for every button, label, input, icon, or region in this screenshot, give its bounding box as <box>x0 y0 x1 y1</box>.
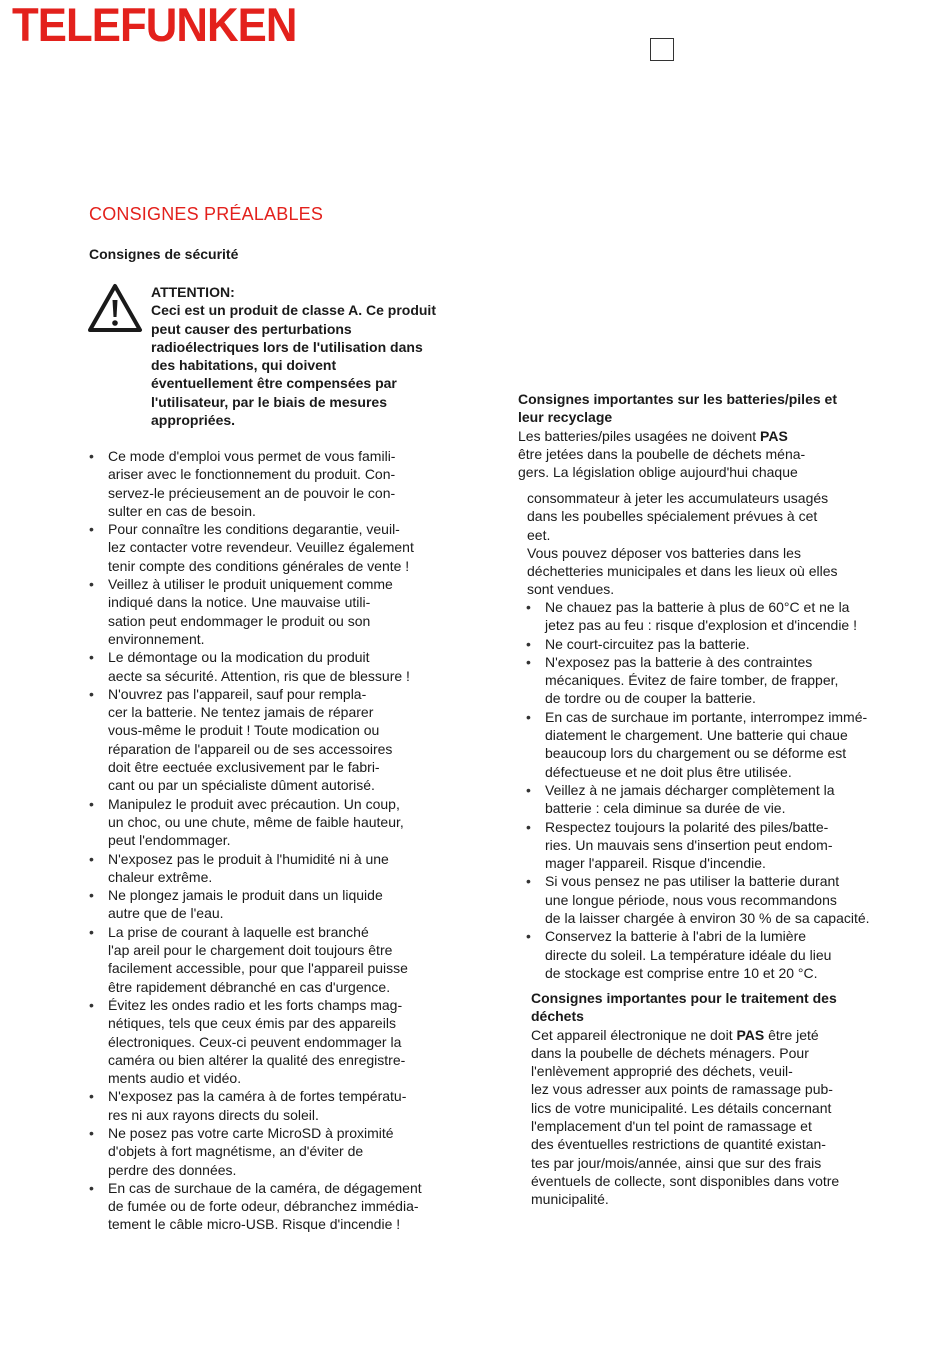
list-item <box>545 598 865 635</box>
emphasis: PAS <box>736 1026 765 1043</box>
list-item <box>108 923 438 996</box>
battery-bullet-list <box>545 598 870 982</box>
list-item <box>108 1124 438 1179</box>
warning-line: radioélectriques lors de l'utilisation dans <box>151 338 423 355</box>
waste-heading: Consignes importantes pour le traitement des <box>531 990 837 1006</box>
line: res ni aux rayons directs du soleil. <box>108 1106 319 1123</box>
list-item <box>108 850 438 887</box>
line: lez vous adresser aux points de ramassage pub- <box>531 1081 833 1098</box>
list-item <box>108 685 438 795</box>
line: de la laisser chargée à environ 30 % de sa capacité. <box>545 910 870 927</box>
line: jetez pas au feu : risque d'explosion et d'incendie ! <box>545 617 857 634</box>
list-item <box>545 781 865 818</box>
line: • Ne court-circuitez pas la batterie. <box>545 635 750 652</box>
line: ments audio et vidéo. <box>108 1070 242 1087</box>
line: tement le câble micro-USB. Risque d'incendie ! <box>108 1216 401 1233</box>
line: Vous pouvez déposer vos batteries dans les <box>527 544 801 561</box>
warning-line: l'utilisateur, par le biais de mesures <box>151 393 387 410</box>
safety-heading: Consignes de sécurité <box>89 246 239 262</box>
line: directe du soleil. La température idéale du lieu <box>545 946 832 963</box>
line: batterie : cela diminue sa durée de vie. <box>545 800 786 817</box>
line: servez-le précieusement an de pouvoir le con- <box>108 484 396 501</box>
line: vous-même le produit ! Toute modication ou <box>108 722 380 739</box>
line: déchetteries municipales et dans les lieux où elles <box>527 563 838 580</box>
list-item <box>545 653 865 708</box>
warning-triangle-icon <box>87 283 143 333</box>
line: tenir compte des conditions générales de vente ! <box>108 557 410 574</box>
line: diatement le chargement. Une batterie qui chaue <box>545 727 848 744</box>
line: • Ne posez pas votre carte MicroSD à proximité <box>108 1124 394 1141</box>
battery-heading: leur recyclage <box>518 409 613 426</box>
line: cer la batterie. Ne tentez jamais de réparer <box>108 704 374 721</box>
line: municipalité. <box>531 1191 609 1208</box>
emphasis: PAS <box>760 427 788 444</box>
warning-text <box>151 283 441 429</box>
list-item <box>108 795 438 850</box>
line: • Ne plongez jamais le produit dans un liquide <box>108 887 383 904</box>
battery-heading: Consignes importantes sur les batteries/piles et <box>518 391 837 407</box>
line: sont vendues. <box>527 581 615 598</box>
line: d'objets à fort magnétisme, an d'éviter de <box>108 1143 364 1160</box>
waste-intro <box>531 1026 839 1044</box>
line: être rapidement débranché en cas d'urgence. <box>108 978 391 995</box>
line: nétiques, tels que ceux émis par des appareils <box>108 1015 396 1032</box>
text: Les batteries/piles usagées ne doivent <box>518 427 761 444</box>
list-item <box>545 927 865 982</box>
section-title: CONSIGNES PRÉALABLES <box>89 204 324 224</box>
line: • Veillez à ne jamais décharger complètement la <box>545 781 835 798</box>
line: • Ce mode d'emploi vous permet de vous famili- <box>108 448 396 464</box>
line: des éventuelles restrictions de quantité existan- <box>531 1136 826 1153</box>
text: Cet appareil électronique ne doit <box>531 1026 737 1043</box>
list-item <box>108 1087 438 1124</box>
telefunken-logo: TELEFUNKEN <box>12 0 297 51</box>
list-item <box>108 447 438 520</box>
line: doit être eectuée exclusivement par le fabri- <box>108 759 380 776</box>
line: l'ap areil pour le chargement doit toujours être <box>108 942 393 959</box>
line: • Le démontage ou la modication du produit <box>108 649 370 666</box>
line: mager l'appareil. Risque d'incendie. <box>545 855 766 872</box>
list-item <box>108 520 438 575</box>
line: cant ou par un spécialiste dûment autorisé. <box>108 777 375 794</box>
line: ries. Un mauvais sens d'insertion peut endom- <box>545 836 833 853</box>
line: aecte sa sécurité. Attention, ris que de blessure ! <box>108 667 410 684</box>
safety-bullet-list <box>108 447 438 1234</box>
line: lez contacter votre revendeur. Veuillez également <box>108 539 414 556</box>
line: peut l'endommager. <box>108 832 231 849</box>
list-item <box>108 575 438 648</box>
line: • N'exposez pas la caméra à de fortes températu- <box>108 1088 407 1105</box>
list-item <box>545 872 870 927</box>
warning-line: des habitations, qui doivent <box>151 357 337 374</box>
warning-line: éventuellement être compensées par <box>151 375 397 392</box>
list-item <box>108 996 438 1087</box>
line: • Si vous pensez ne pas utiliser la batterie durant <box>545 873 840 890</box>
line: ariser avec le fonctionnement du produit. Con- <box>108 466 396 483</box>
line: eet. <box>527 526 551 543</box>
line: • Respectez toujours la polarité des piles/batte- <box>545 818 829 835</box>
line: perdre des données. <box>108 1161 237 1178</box>
line: consommateur à jeter les accumulateurs usagés <box>527 490 829 506</box>
list-item <box>108 648 438 685</box>
waste-section <box>531 989 839 1209</box>
line: sulter en cas de besoin. <box>108 502 256 519</box>
line: sation peut endommager le produit ou son <box>108 612 371 629</box>
line: beaucoup lors du chargement ou se déforme est <box>545 745 847 762</box>
warning-line: appropriées. <box>151 412 236 429</box>
line: facilement accessible, pour que l'appareil puisse <box>108 960 408 977</box>
line: • Évitez les ondes radio et les forts champs mag- <box>108 996 403 1013</box>
line: • N'exposez pas le produit à l'humidité ni à une <box>108 850 389 867</box>
line: indiqué dans la notice. Une mauvaise utili- <box>108 594 371 611</box>
line: l'enlèvement approprié des déchets, veuil- <box>531 1063 793 1080</box>
line: • En cas de surchaue im portante, interrompez immé- <box>545 708 868 725</box>
line: • N'ouvrez pas l'appareil, sauf pour rempla- <box>108 685 367 702</box>
line: éventuels de collecte, sont disponibles dans votre <box>531 1172 840 1189</box>
line: défectueuse et ne doit plus être utilisée. <box>545 763 792 780</box>
text: être jeté <box>764 1026 819 1043</box>
line: • Ne chauez pas la batterie à plus de 60°C et ne la <box>545 599 850 615</box>
line: l'emplacement d'un tel point de ramassage et <box>531 1118 812 1135</box>
line: chaleur extrême. <box>108 868 213 885</box>
line: mécaniques. Évitez de faire tomber, de frapper, <box>545 672 839 689</box>
line: électroniques. Ceux-ci peuvent endommager la <box>108 1033 402 1050</box>
battery-paragraph <box>527 489 838 599</box>
line: de tordre ou de couper la batterie. <box>545 690 756 707</box>
line: tes par jour/mois/année, ainsi que sur des frais <box>531 1154 822 1171</box>
line: • Veillez à utiliser le produit uniquement comme <box>108 576 393 593</box>
waste-heading: déchets <box>531 1008 584 1025</box>
language-box <box>650 38 674 61</box>
battery-intro <box>518 427 837 445</box>
line: autre que de l'eau. <box>108 905 224 922</box>
warning-line: Ceci est un produit de classe A. Ce produit <box>151 302 436 319</box>
line: de fumée ou de forte odeur, débranchez immédia- <box>108 1198 419 1215</box>
line: de stockage est comprise entre 10 et 20 °C. <box>545 964 818 981</box>
line: • Conservez la batterie à l'abri de la lumière <box>545 928 807 945</box>
line: dans les poubelles spécialement prévues à cet <box>527 508 818 525</box>
battery-intro-line: être jetées dans la poubelle de déchets ména- <box>518 445 806 462</box>
warning-title: ATTENTION: <box>151 284 235 300</box>
line: lics de votre municipalité. Les détails concernant <box>531 1099 832 1116</box>
battery-intro-line: gers. La législation oblige aujourd'hui chaque <box>518 464 798 481</box>
warning-line: peut causer des perturbations <box>151 320 352 337</box>
list-item <box>108 886 438 923</box>
line: • En cas de surchaue de la caméra, de dégagement <box>108 1179 422 1196</box>
battery-section <box>518 390 837 481</box>
list-item <box>545 708 868 781</box>
list-item <box>108 1179 438 1234</box>
line: • N'exposez pas la batterie à des contraintes <box>545 653 813 670</box>
line: • Pour connaître les conditions degarantie, veuil- <box>108 521 400 538</box>
line: • La prise de courant à laquelle est branché <box>108 923 369 940</box>
line: caméra ou bien altérer la qualité des enregistre- <box>108 1051 406 1068</box>
line: dans la poubelle de déchets ménagers. Pour <box>531 1044 809 1061</box>
line: • Manipulez le produit avec précaution. Un coup, <box>108 795 400 812</box>
line: un choc, ou une chute, même de faible hauteur, <box>108 813 404 830</box>
line: environnement. <box>108 630 205 647</box>
line: une longue période, nous vous recommandons <box>545 891 837 908</box>
list-item <box>545 818 865 873</box>
list-item <box>545 635 865 653</box>
line: réparation de l'appareil ou de ses accessoires <box>108 740 393 757</box>
